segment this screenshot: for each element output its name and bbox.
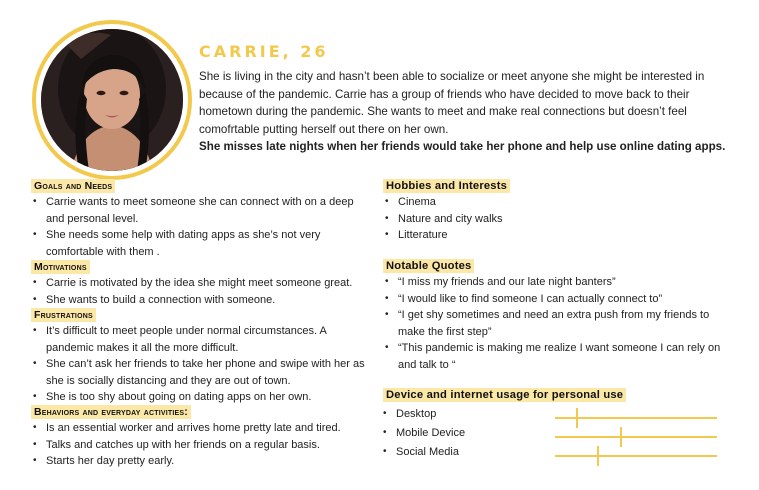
list-item: • Cinema [383,194,733,211]
quotes-list [383,274,733,373]
list-item: • Carrie wants to meet someone she can connect with on a deep and personal level. [31,194,366,227]
list-item: • Nature and city walks [383,211,733,228]
usage-label-desktop: • Desktop [396,408,436,420]
usage-track-social [555,455,717,457]
list-item: • It’s difficult to meet people under normal circumstances. A pandemic makes it all the more difficult. [31,323,366,356]
motivations-heading: Motivations [31,260,90,274]
usage-marker-social [597,446,599,466]
list-item: • “I get shy sometimes and need an extra push from my friends to make the first step” [383,307,733,340]
list-item: • Litterature [383,227,733,244]
profile-photo [41,29,183,171]
list-item: • “I miss my friends and our late night banters” [383,274,733,291]
goals-heading: Goals and Needs [31,179,115,193]
hobbies-list [383,194,733,244]
list-item: • “This pandemic is making me realize I want someone I can rely on and talk to “ [383,340,733,373]
frustrations-heading: Frustrations [31,308,96,322]
avatar [32,20,192,180]
persona-name: CARRIE, 26 [199,42,329,61]
list-item: • Carrie is motivated by the idea she might meet someone great. [31,275,366,292]
portrait-illustration [41,29,183,171]
list-item: • She needs some help with dating apps as she’s not very comfortable with them . [31,227,366,260]
behaviors-list [31,420,366,470]
quotes-heading: Notable Quotes [383,259,474,273]
bio-emphasis: She misses late nights when her friends would take her phone and help use online dating apps. [199,140,726,153]
list-item: • Talks and catches up with her friends on a regular basis. [31,437,366,454]
list-item: • Starts her day pretty early. [31,453,366,470]
list-item: • Is an essential worker and arrives home pretty late and tired. [31,420,366,437]
usage-marker-mobile [620,427,622,447]
usage-heading: Device and internet usage for personal use [383,388,626,402]
list-item: • “I would like to find someone I can actually connect to” [383,291,733,308]
bio-text: She is living in the city and hasn’t been able to socialize or meet anyone she might be interested in because of the pandemic. Carrie has a group of friends who have decided to move back to their hometown during the pandemic. She wants to meet and make real connections but doesn’t feel comofrtable putting herself out there on her own. [199,70,705,136]
persona-bio [199,68,739,156]
list-item: • She wants to build a connection with someone. [31,292,366,309]
motivations-list [31,275,366,308]
list-item: • She can’t ask her friends to take her phone and swipe with her as she is socially distancing and they are out of town. [31,356,366,389]
usage-label-mobile: • Mobile Device [396,427,465,439]
usage-track-desktop [555,417,717,419]
usage-track-mobile [555,436,717,438]
usage-marker-desktop [576,408,578,428]
behaviors-heading: Behaviors and everyday activities: [31,405,191,419]
goals-list [31,194,366,260]
usage-label-social: • Social Media [396,446,459,458]
frustrations-list [31,323,366,406]
list-item: • She is too shy about going on dating apps on her own. [31,389,366,406]
hobbies-heading: Hobbies and Interests [383,179,510,193]
